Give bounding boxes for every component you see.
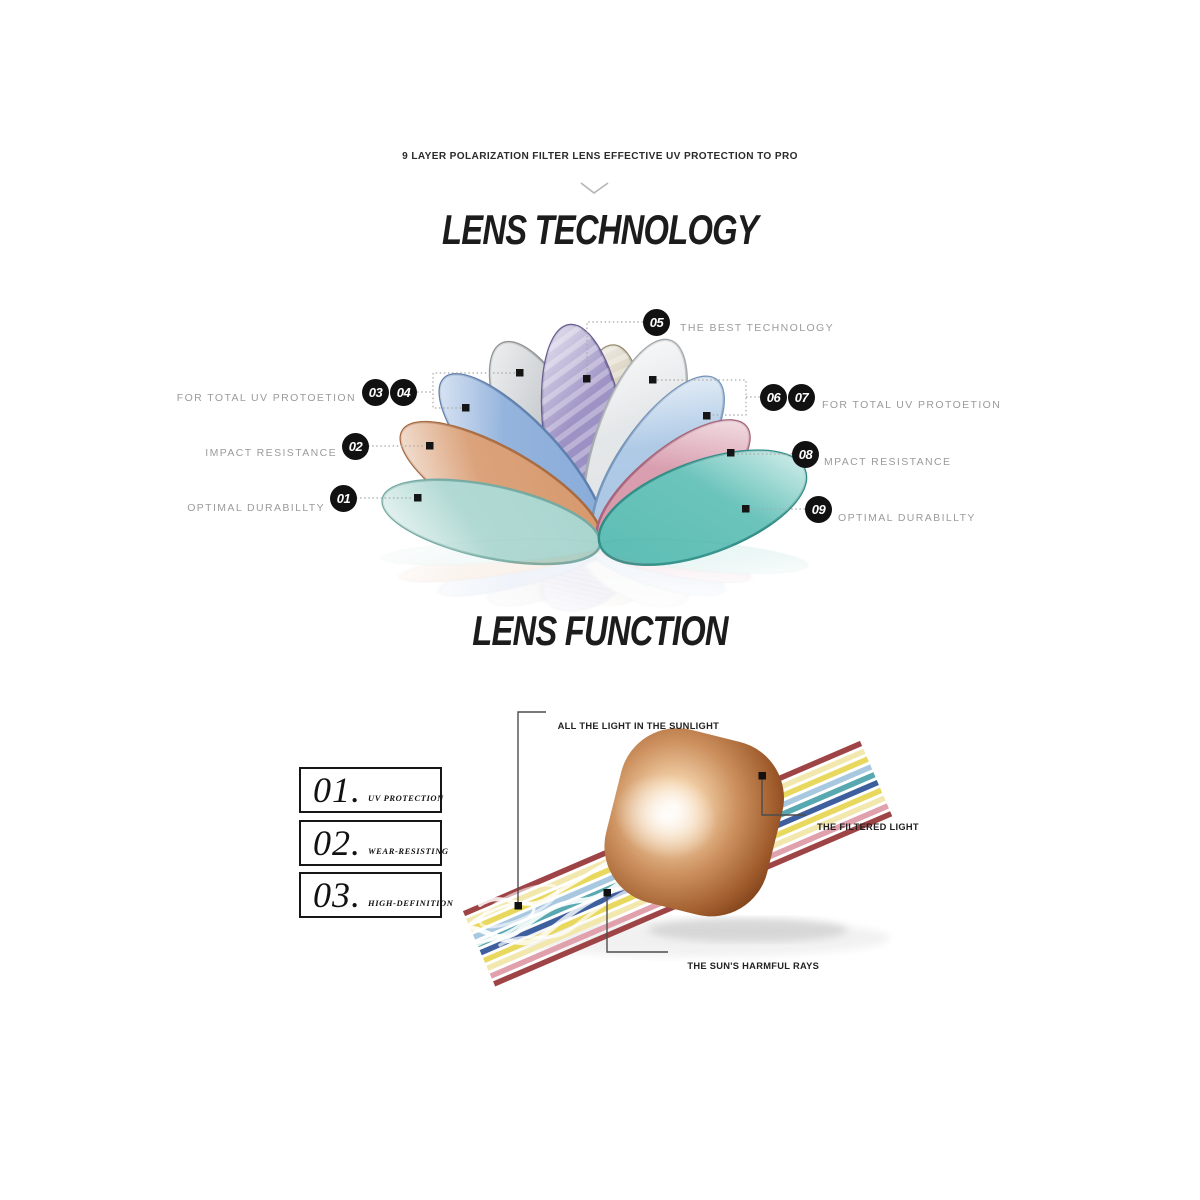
- sunglasses-lens: [592, 716, 796, 929]
- label-impact-resistance-left: IMPACT RESISTANCE: [205, 447, 337, 459]
- feature-number: 02.: [313, 823, 361, 864]
- feature-label: HIGH-DEFINITION: [368, 898, 454, 908]
- label-optimal-durability-right: OPTIMAL DURABILLTY: [838, 512, 976, 524]
- lens-technology-title: LENS TECHNOLOGY: [442, 206, 758, 253]
- badge-07: 07: [788, 384, 815, 411]
- badge-06: 06: [760, 384, 787, 411]
- badge-04: 04: [390, 379, 417, 406]
- feature-label: UV PROTECTION: [368, 793, 444, 803]
- label-filtered-light: THE FILTERED LIGHT: [817, 822, 919, 833]
- label-impact-resistance-right: MPACT RESISTANCE: [824, 456, 952, 468]
- label-best-technology: THE BEST TECHNOLOGY: [680, 322, 834, 334]
- lens-function-title: LENS FUNCTION: [472, 607, 728, 654]
- chevron-down-icon: [581, 183, 608, 193]
- label-uv-protection-left: FOR TOTAL UV PROTOETION: [176, 392, 356, 404]
- badge-05: 05: [643, 309, 670, 336]
- badge-09: 09: [805, 496, 832, 523]
- badge-02: 02: [342, 433, 369, 460]
- feature-number: 03.: [313, 875, 361, 916]
- label-harmful-rays: THE SUN'S HARMFUL RAYS: [687, 961, 820, 972]
- feature-box-uv-protection: [299, 767, 442, 813]
- function-diagram: [452, 712, 892, 986]
- badge-03: 03: [362, 379, 389, 406]
- label-sunlight: ALL THE LIGHT IN THE SUNLIGHT: [557, 721, 720, 732]
- feature-box-high-definition: [299, 872, 454, 918]
- label-optimal-durability-left: OPTIMAL DURABILLTY: [187, 502, 325, 514]
- badge-01: 01: [330, 485, 357, 512]
- badge-08: 08: [792, 441, 819, 468]
- feature-label: WEAR-RESISTING: [368, 846, 449, 856]
- feature-box-wear-resisting: [299, 820, 449, 866]
- header-tagline: 9 LAYER POLARIZATION FILTER LENS EFFECTIVE UV PROTECTION TO PRO: [402, 150, 798, 162]
- label-uv-protection-right: FOR TOTAL UV PROTOETION: [822, 399, 1002, 411]
- feature-number: 01.: [313, 770, 361, 811]
